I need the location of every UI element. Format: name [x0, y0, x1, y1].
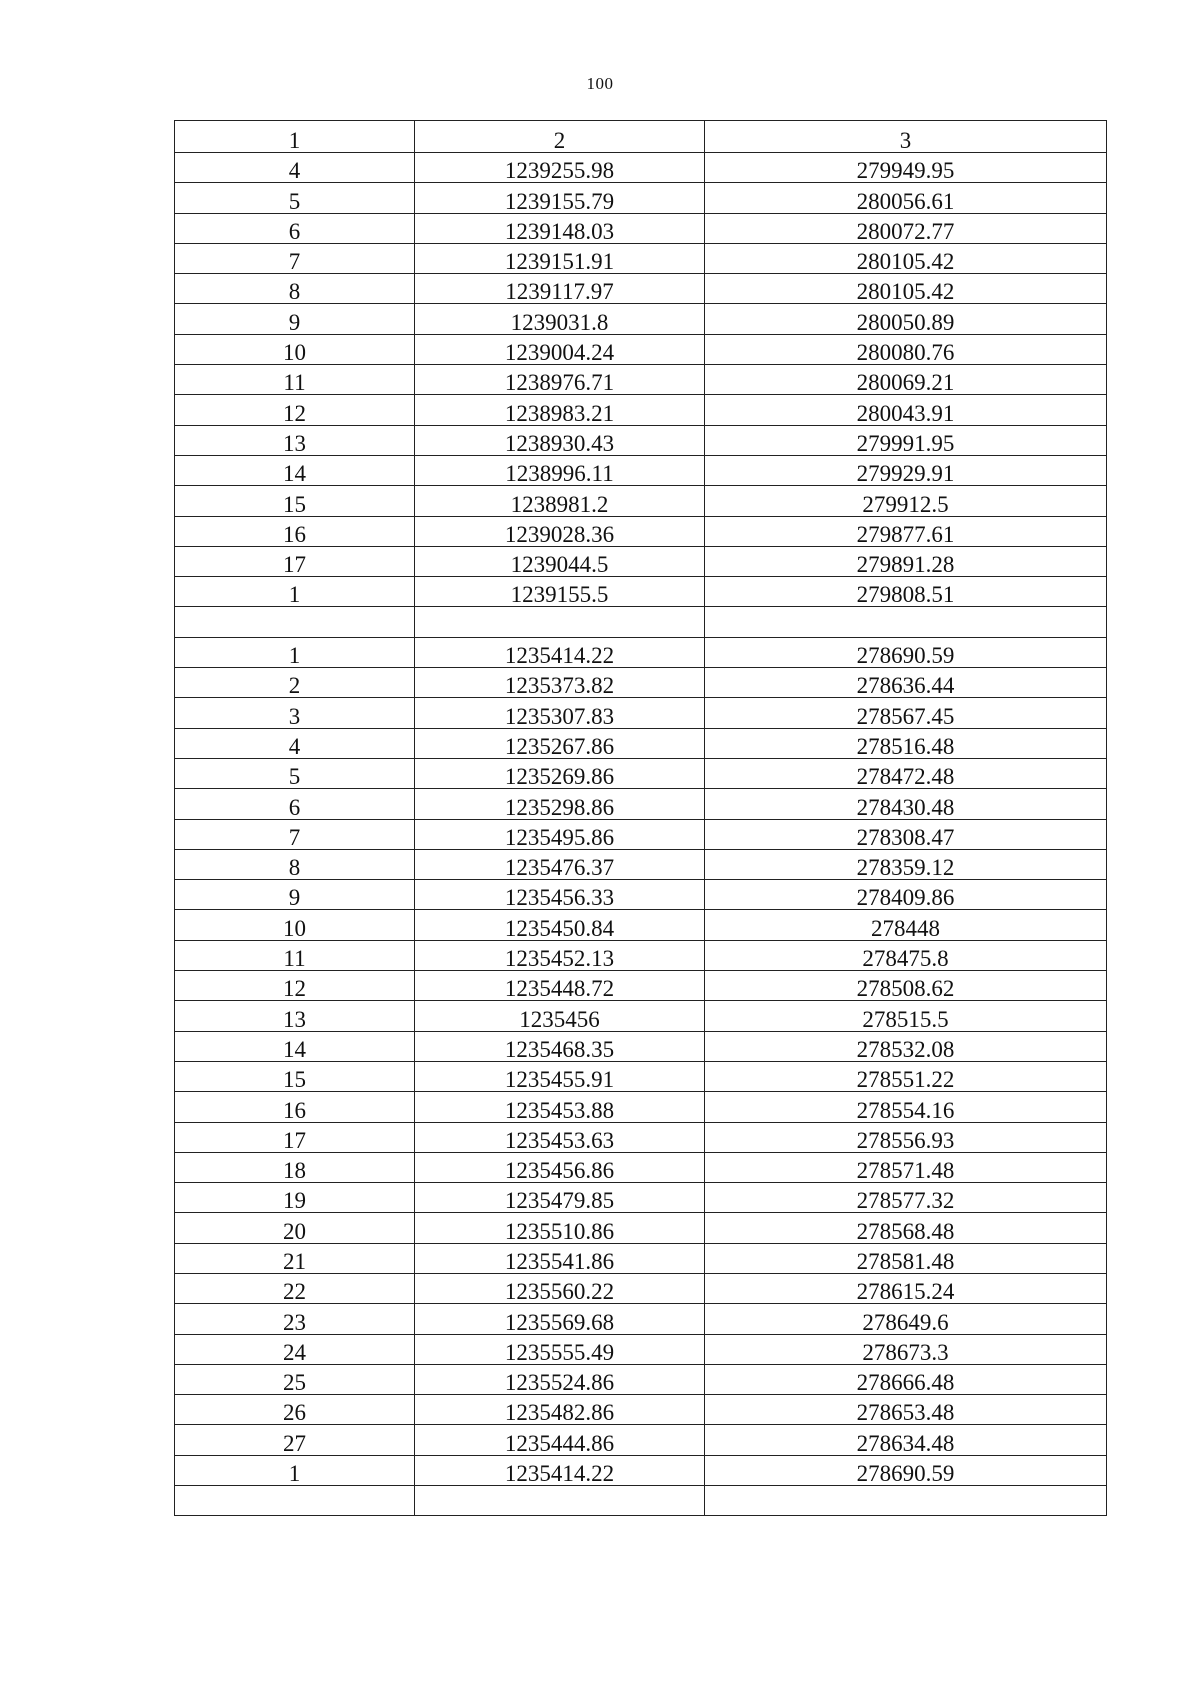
point-number-cell: 15: [175, 486, 415, 516]
y-coordinate-cell: 280080.76: [705, 334, 1107, 364]
point-number-cell: 26: [175, 1395, 415, 1425]
table-row: [175, 1486, 1107, 1516]
x-coordinate-cell: 1235307.83: [415, 698, 705, 728]
x-coordinate-cell: 1239255.98: [415, 153, 705, 183]
x-coordinate-cell: 1235524.86: [415, 1364, 705, 1394]
point-number-cell: 8: [175, 849, 415, 879]
x-coordinate-cell: 1238930.43: [415, 425, 705, 455]
table-header-row: [175, 121, 1107, 153]
column-header-1: 1: [175, 121, 415, 153]
point-number-cell: 5: [175, 758, 415, 788]
y-coordinate-cell: 279991.95: [705, 425, 1107, 455]
x-coordinate-cell: 1235414.22: [415, 1455, 705, 1485]
table-row: [175, 1061, 1107, 1091]
table-row: [175, 516, 1107, 546]
x-coordinate-cell: 1238983.21: [415, 395, 705, 425]
table-row: [175, 698, 1107, 728]
table-row: [175, 1364, 1107, 1394]
point-number-cell: 8: [175, 274, 415, 304]
table-row: [175, 668, 1107, 698]
x-coordinate-cell: 1235541.86: [415, 1243, 705, 1273]
table-row: [175, 819, 1107, 849]
table-row: [175, 183, 1107, 213]
y-coordinate-cell: 280050.89: [705, 304, 1107, 334]
point-number-cell: [175, 607, 415, 637]
point-number-cell: 10: [175, 334, 415, 364]
y-coordinate-cell: 278571.48: [705, 1152, 1107, 1182]
point-number-cell: 16: [175, 1092, 415, 1122]
x-coordinate-cell: 1238981.2: [415, 486, 705, 516]
x-coordinate-cell: 1235450.84: [415, 910, 705, 940]
table-row: [175, 728, 1107, 758]
point-number-cell: 23: [175, 1304, 415, 1334]
table-row: [175, 1031, 1107, 1061]
x-coordinate-cell: 1239117.97: [415, 274, 705, 304]
x-coordinate-cell: 1239028.36: [415, 516, 705, 546]
table-row: [175, 304, 1107, 334]
table-row: [175, 910, 1107, 940]
coordinates-table: [174, 120, 1107, 1516]
point-number-cell: 6: [175, 213, 415, 243]
x-coordinate-cell: 1235455.91: [415, 1061, 705, 1091]
table-row: [175, 1122, 1107, 1152]
y-coordinate-cell: 278673.3: [705, 1334, 1107, 1364]
point-number-cell: 13: [175, 425, 415, 455]
y-coordinate-cell: 278551.22: [705, 1061, 1107, 1091]
point-number-cell: 11: [175, 940, 415, 970]
y-coordinate-cell: 278634.48: [705, 1425, 1107, 1455]
table-row: [175, 243, 1107, 273]
point-number-cell: 24: [175, 1334, 415, 1364]
table-row: [175, 971, 1107, 1001]
point-number-cell: 27: [175, 1425, 415, 1455]
x-coordinate-cell: 1239151.91: [415, 243, 705, 273]
table-row: [175, 607, 1107, 637]
x-coordinate-cell: 1235452.13: [415, 940, 705, 970]
y-coordinate-cell: 280056.61: [705, 183, 1107, 213]
x-coordinate-cell: 1238976.71: [415, 365, 705, 395]
point-number-cell: 7: [175, 819, 415, 849]
point-number-cell: 4: [175, 728, 415, 758]
table-row: [175, 577, 1107, 607]
point-number-cell: 9: [175, 880, 415, 910]
x-coordinate-cell: 1235269.86: [415, 758, 705, 788]
table-row: [175, 1425, 1107, 1455]
table-row: [175, 1092, 1107, 1122]
table-row: [175, 1304, 1107, 1334]
x-coordinate-cell: 1239004.24: [415, 334, 705, 364]
point-number-cell: [175, 1486, 415, 1516]
table-row: [175, 940, 1107, 970]
y-coordinate-cell: 279891.28: [705, 546, 1107, 576]
point-number-cell: 12: [175, 395, 415, 425]
y-coordinate-cell: 278409.86: [705, 880, 1107, 910]
column-header-2: 2: [415, 121, 705, 153]
x-coordinate-cell: 1235456.33: [415, 880, 705, 910]
point-number-cell: 20: [175, 1213, 415, 1243]
y-coordinate-cell: 278666.48: [705, 1364, 1107, 1394]
y-coordinate-cell: [705, 607, 1107, 637]
x-coordinate-cell: 1235444.86: [415, 1425, 705, 1455]
y-coordinate-cell: 279949.95: [705, 153, 1107, 183]
table-row: [175, 880, 1107, 910]
point-number-cell: 14: [175, 455, 415, 485]
point-number-cell: 21: [175, 1243, 415, 1273]
table-row: [175, 637, 1107, 667]
table-row: [175, 1001, 1107, 1031]
y-coordinate-cell: 278448: [705, 910, 1107, 940]
y-coordinate-cell: 278515.5: [705, 1001, 1107, 1031]
x-coordinate-cell: 1235495.86: [415, 819, 705, 849]
y-coordinate-cell: 279877.61: [705, 516, 1107, 546]
point-number-cell: 1: [175, 637, 415, 667]
x-coordinate-cell: 1235555.49: [415, 1334, 705, 1364]
x-coordinate-cell: 1235479.85: [415, 1183, 705, 1213]
x-coordinate-cell: 1235453.63: [415, 1122, 705, 1152]
table-row: [175, 758, 1107, 788]
table-row: [175, 334, 1107, 364]
point-number-cell: 15: [175, 1061, 415, 1091]
point-number-cell: 13: [175, 1001, 415, 1031]
point-number-cell: 22: [175, 1273, 415, 1303]
x-coordinate-cell: 1235482.86: [415, 1395, 705, 1425]
table-row: [175, 153, 1107, 183]
x-coordinate-cell: [415, 1486, 705, 1516]
table-row: [175, 849, 1107, 879]
table-row: [175, 395, 1107, 425]
table-row: [175, 546, 1107, 576]
y-coordinate-cell: 278532.08: [705, 1031, 1107, 1061]
point-number-cell: 7: [175, 243, 415, 273]
x-coordinate-cell: 1235476.37: [415, 849, 705, 879]
table-row: [175, 213, 1107, 243]
table-row: [175, 1273, 1107, 1303]
table-row: [175, 365, 1107, 395]
table-body: [175, 121, 1107, 1516]
y-coordinate-cell: 280043.91: [705, 395, 1107, 425]
table-row: [175, 1152, 1107, 1182]
point-number-cell: 3: [175, 698, 415, 728]
y-coordinate-cell: 278615.24: [705, 1273, 1107, 1303]
y-coordinate-cell: 279912.5: [705, 486, 1107, 516]
x-coordinate-cell: 1235453.88: [415, 1092, 705, 1122]
x-coordinate-cell: 1235468.35: [415, 1031, 705, 1061]
x-coordinate-cell: 1235510.86: [415, 1213, 705, 1243]
y-coordinate-cell: 278577.32: [705, 1183, 1107, 1213]
x-coordinate-cell: 1235414.22: [415, 637, 705, 667]
y-coordinate-cell: 278516.48: [705, 728, 1107, 758]
page-number: 100: [586, 74, 614, 93]
y-coordinate-cell: 278472.48: [705, 758, 1107, 788]
x-coordinate-cell: 1239155.79: [415, 183, 705, 213]
x-coordinate-cell: 1235267.86: [415, 728, 705, 758]
x-coordinate-cell: 1239155.5: [415, 577, 705, 607]
y-coordinate-cell: 278475.8: [705, 940, 1107, 970]
point-number-cell: 18: [175, 1152, 415, 1182]
x-coordinate-cell: 1235373.82: [415, 668, 705, 698]
table-row: [175, 455, 1107, 485]
y-coordinate-cell: 278690.59: [705, 637, 1107, 667]
point-number-cell: 10: [175, 910, 415, 940]
y-coordinate-cell: 279929.91: [705, 455, 1107, 485]
point-number-cell: 12: [175, 971, 415, 1001]
table-row: [175, 425, 1107, 455]
y-coordinate-cell: 278567.45: [705, 698, 1107, 728]
y-coordinate-cell: 278581.48: [705, 1243, 1107, 1273]
point-number-cell: 14: [175, 1031, 415, 1061]
y-coordinate-cell: 280069.21: [705, 365, 1107, 395]
y-coordinate-cell: 278554.16: [705, 1092, 1107, 1122]
point-number-cell: 17: [175, 1122, 415, 1152]
y-coordinate-cell: 278508.62: [705, 971, 1107, 1001]
point-number-cell: 5: [175, 183, 415, 213]
y-coordinate-cell: 280105.42: [705, 243, 1107, 273]
x-coordinate-cell: 1239148.03: [415, 213, 705, 243]
table-row: [175, 1455, 1107, 1485]
table-row: [175, 789, 1107, 819]
y-coordinate-cell: [705, 1486, 1107, 1516]
x-coordinate-cell: 1239031.8: [415, 304, 705, 334]
column-header-3: 3: [705, 121, 1107, 153]
x-coordinate-cell: [415, 607, 705, 637]
table-row: [175, 1334, 1107, 1364]
x-coordinate-cell: 1235448.72: [415, 971, 705, 1001]
x-coordinate-cell: 1235456: [415, 1001, 705, 1031]
y-coordinate-cell: 280072.77: [705, 213, 1107, 243]
y-coordinate-cell: 278556.93: [705, 1122, 1107, 1152]
table-row: [175, 1183, 1107, 1213]
x-coordinate-cell: 1238996.11: [415, 455, 705, 485]
point-number-cell: 1: [175, 577, 415, 607]
x-coordinate-cell: 1235569.68: [415, 1304, 705, 1334]
x-coordinate-cell: 1235298.86: [415, 789, 705, 819]
y-coordinate-cell: 278636.44: [705, 668, 1107, 698]
y-coordinate-cell: 278690.59: [705, 1455, 1107, 1485]
point-number-cell: 19: [175, 1183, 415, 1213]
point-number-cell: 16: [175, 516, 415, 546]
y-coordinate-cell: 279808.51: [705, 577, 1107, 607]
x-coordinate-cell: 1235456.86: [415, 1152, 705, 1182]
point-number-cell: 11: [175, 365, 415, 395]
y-coordinate-cell: 280105.42: [705, 274, 1107, 304]
point-number-cell: 4: [175, 153, 415, 183]
table-row: [175, 486, 1107, 516]
point-number-cell: 2: [175, 668, 415, 698]
point-number-cell: 25: [175, 1364, 415, 1394]
y-coordinate-cell: 278359.12: [705, 849, 1107, 879]
table-row: [175, 1213, 1107, 1243]
y-coordinate-cell: 278568.48: [705, 1213, 1107, 1243]
x-coordinate-cell: 1235560.22: [415, 1273, 705, 1303]
x-coordinate-cell: 1239044.5: [415, 546, 705, 576]
y-coordinate-cell: 278308.47: [705, 819, 1107, 849]
y-coordinate-cell: 278653.48: [705, 1395, 1107, 1425]
point-number-cell: 17: [175, 546, 415, 576]
point-number-cell: 9: [175, 304, 415, 334]
point-number-cell: 6: [175, 789, 415, 819]
table-row: [175, 1243, 1107, 1273]
table-row: [175, 274, 1107, 304]
y-coordinate-cell: 278649.6: [705, 1304, 1107, 1334]
table-row: [175, 1395, 1107, 1425]
point-number-cell: 1: [175, 1455, 415, 1485]
y-coordinate-cell: 278430.48: [705, 789, 1107, 819]
